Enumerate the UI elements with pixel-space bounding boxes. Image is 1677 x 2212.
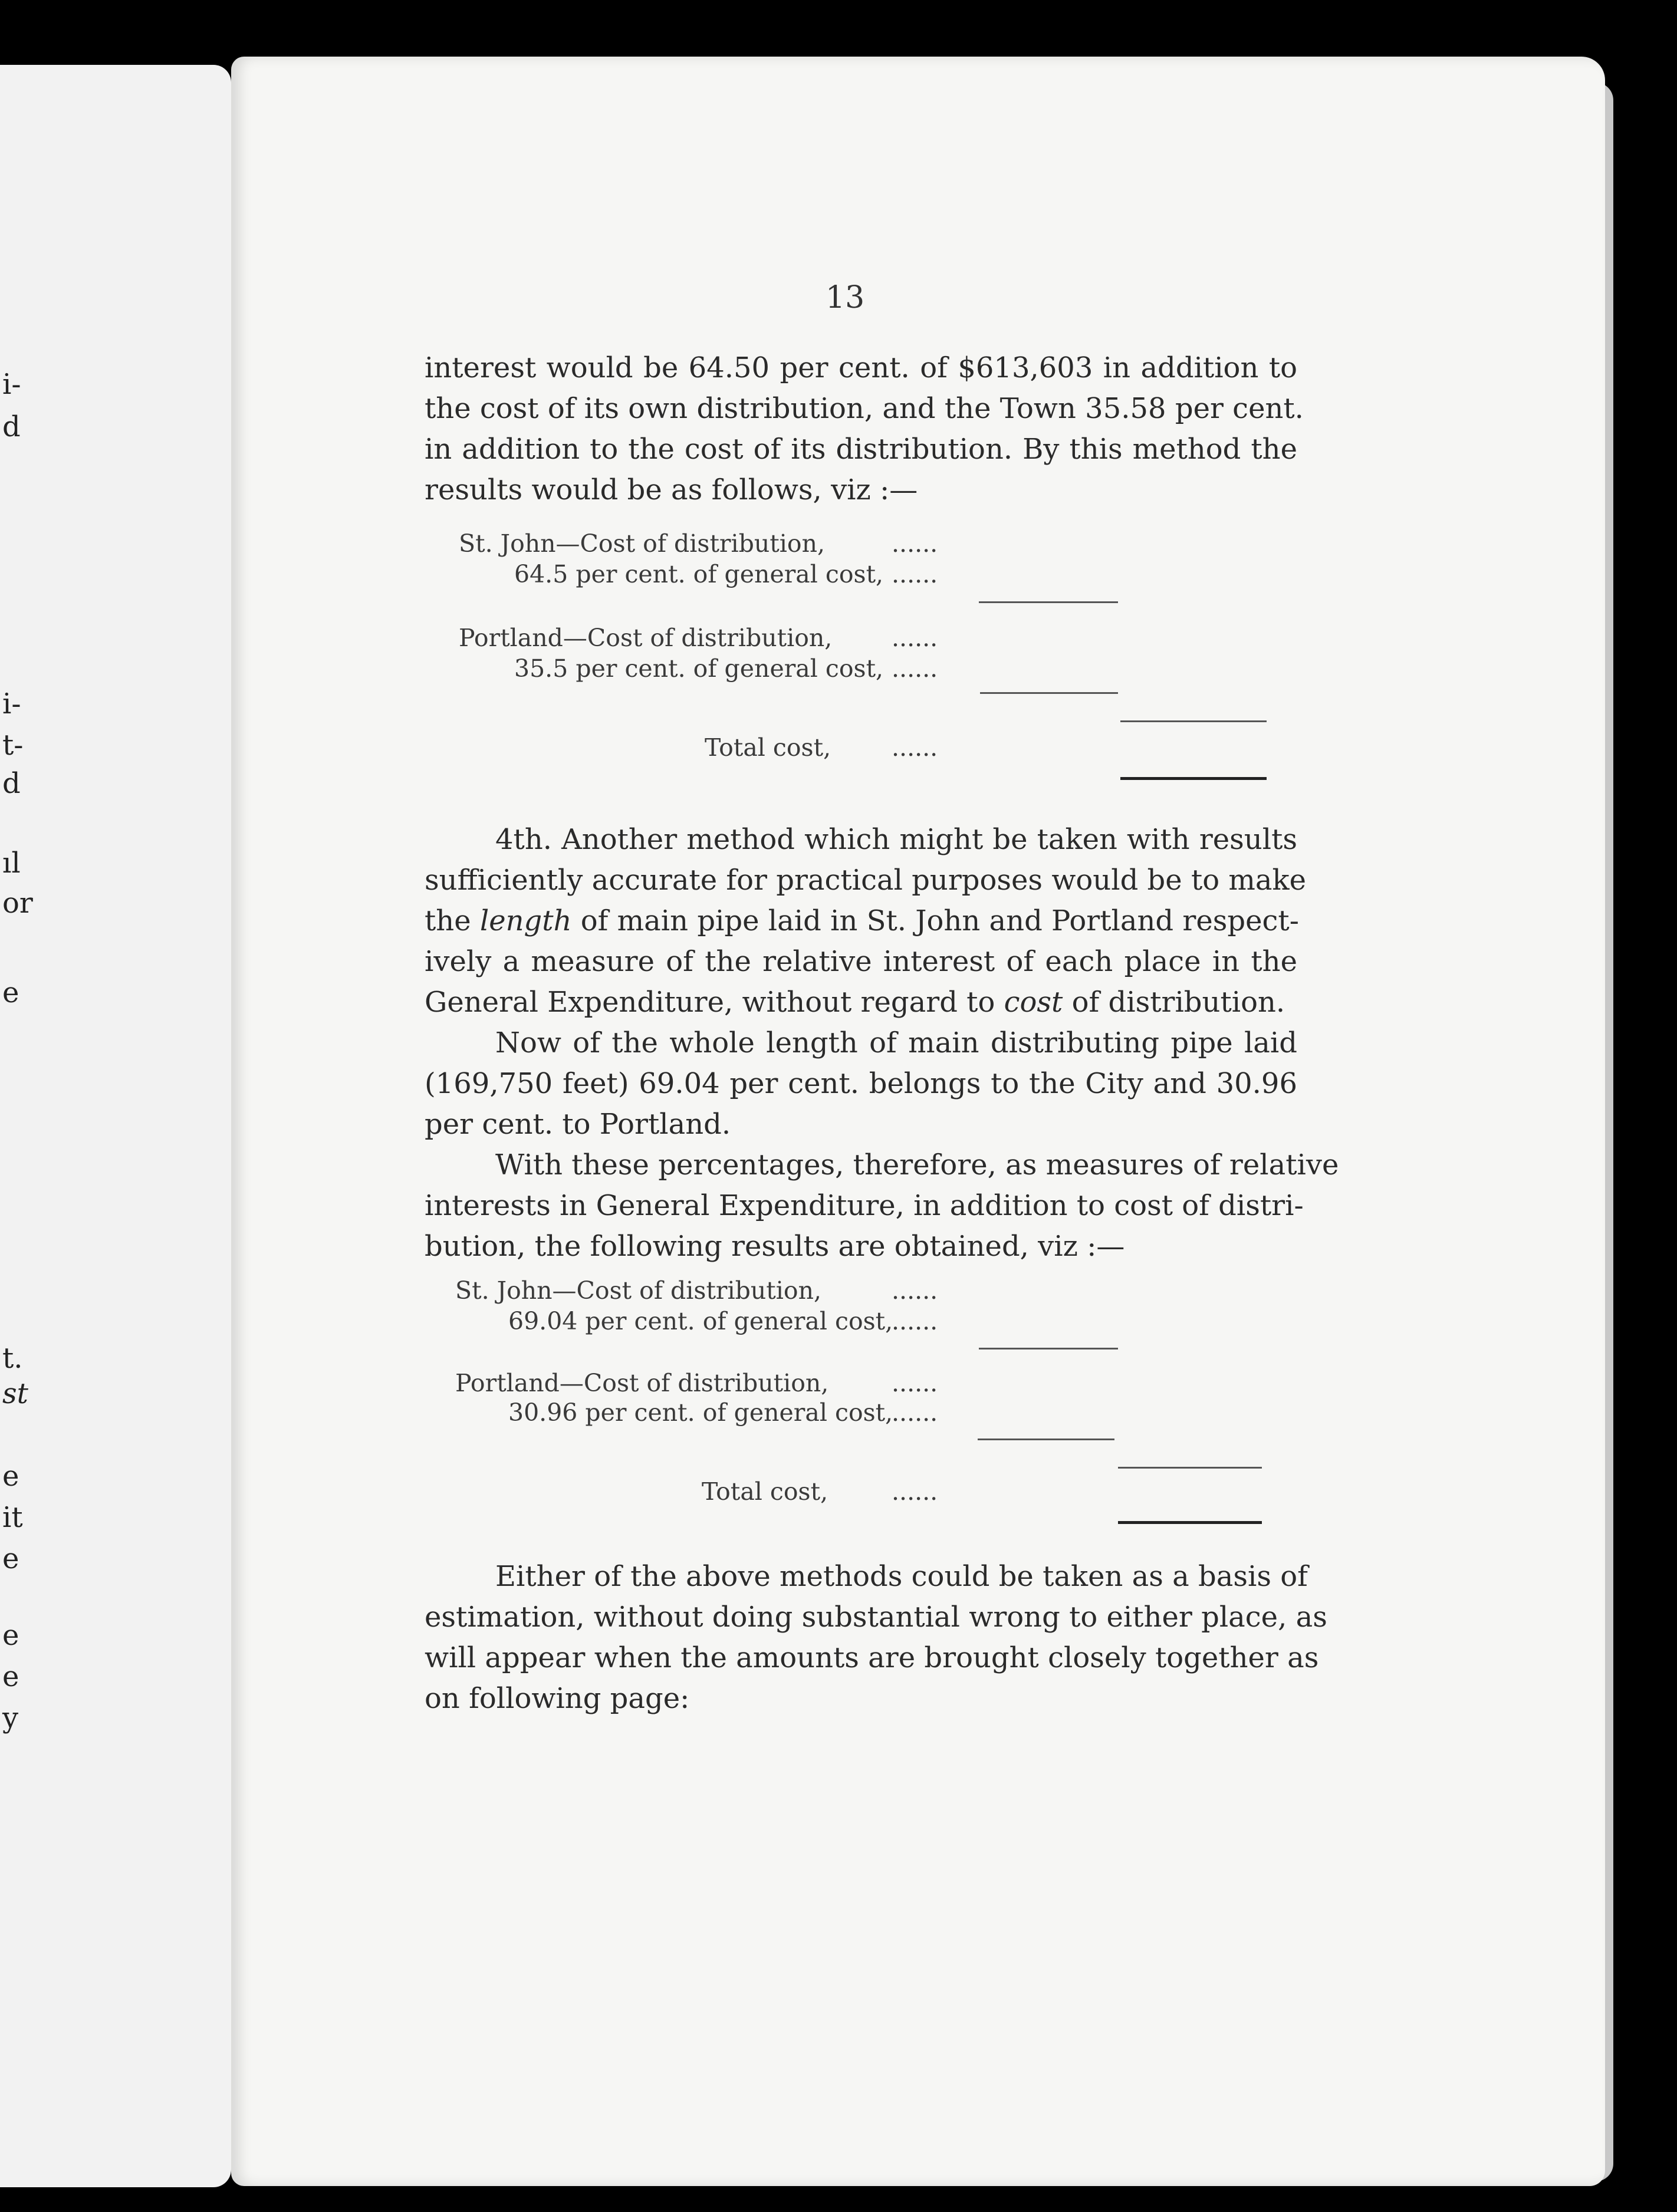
text-run: General Expenditure, without regard to (425, 986, 1004, 1019)
subtotal-rule (979, 1348, 1118, 1349)
paragraph-3 (425, 1023, 1297, 1145)
margin-fragment: e (2, 1660, 19, 1693)
subtotal-rule (980, 692, 1118, 694)
margin-fragment: or (2, 887, 33, 920)
paragraph-5 (425, 1556, 1327, 1719)
st-john-cost-label: St. John—Cost of distribution, (459, 529, 826, 558)
margin-fragment: d (2, 767, 21, 800)
emphasis-text: cost (1004, 986, 1063, 1019)
leader-dots: ...... (892, 1307, 938, 1335)
sum-rule (1118, 1467, 1262, 1469)
text-line: sufficiently accurate for practical purposes would be to make (425, 864, 1307, 897)
margin-fragment: i- (2, 368, 21, 401)
sum-rule (1120, 720, 1267, 722)
margin-fragment: ıl (2, 847, 21, 880)
text-line (425, 901, 1297, 942)
text-line: on following page: (425, 1682, 690, 1715)
total-double-rule (1120, 777, 1267, 780)
portland-share-label: 30.96 per cent. of general cost, (508, 1398, 893, 1427)
leader-dots: ...... (892, 560, 938, 588)
total-double-rule (1118, 1521, 1262, 1524)
margin-fragment: e (2, 976, 19, 1009)
text-line (425, 982, 1297, 1023)
text-run: the (425, 904, 480, 937)
leader-dots: ...... (892, 654, 938, 683)
margin-fragment: d (2, 410, 21, 443)
paragraph-1 (425, 348, 1304, 511)
text-run: of distribution. (1063, 986, 1285, 1019)
portland-share-label: 35.5 per cent. of general cost, (514, 654, 884, 683)
margin-fragment: e (2, 1542, 19, 1575)
margin-fragment: i- (2, 687, 21, 720)
page-number: 13 (826, 280, 865, 315)
subtotal-rule (978, 1439, 1114, 1440)
st-john-share-label: 64.5 per cent. of general cost, (514, 560, 884, 588)
paragraph-4 (425, 1145, 1339, 1267)
facing-page (0, 65, 231, 2187)
margin-fragment: y (2, 1701, 19, 1734)
total-cost-label: Total cost, (702, 1477, 828, 1506)
text-line: Either of the above methods could be taken as a basis of (495, 1560, 1308, 1593)
margin-fragment: it (2, 1501, 23, 1534)
leader-dots: ...... (892, 1276, 938, 1305)
text-line: per cent. to Portland. (425, 1108, 731, 1141)
text-line: the cost of its own distribution, and the Town 35.58 per cent. (425, 392, 1304, 425)
paragraph-2 (425, 819, 1307, 1023)
leader-dots: ...... (892, 1477, 938, 1506)
text-run: of main pipe laid in St. John and Portland respect- (571, 904, 1299, 937)
margin-fragment: e (2, 1460, 19, 1493)
st-john-cost-label: St. John—Cost of distribution, (455, 1276, 822, 1305)
emphasis-text: length (479, 904, 572, 937)
text-line: interest would be 64.50 per cent. of $613,603 in addition to (425, 351, 1297, 384)
text-line: 4th. Another method which might be taken with results (495, 823, 1297, 856)
margin-fragment: t- (2, 729, 24, 762)
text-line: in addition to the cost of its distribution. By this method the (425, 433, 1297, 466)
subtotal-rule (979, 601, 1118, 603)
text-line: estimation, without doing substantial wrong to either place, as (425, 1601, 1327, 1634)
st-john-share-label: 69.04 per cent. of general cost, (508, 1307, 893, 1335)
text-line: interests in General Expenditure, in addition to cost of distri- (425, 1189, 1304, 1222)
text-line: results would be as follows, viz :— (425, 473, 918, 506)
margin-fragment: e (2, 1619, 19, 1652)
text-line: With these percentages, therefore, as measures of relative (495, 1148, 1339, 1181)
portland-cost-label: Portland—Cost of distribution, (459, 624, 833, 652)
portland-cost-label: Portland—Cost of distribution, (455, 1369, 829, 1397)
leader-dots: ...... (892, 624, 938, 652)
margin-fragment: t. (2, 1342, 23, 1375)
text-line: ively a measure of the relative interest of each place in the (425, 945, 1297, 978)
leader-dots: ...... (892, 529, 938, 558)
leader-dots: ...... (892, 1369, 938, 1397)
total-cost-label: Total cost, (705, 733, 831, 762)
margin-fragment: st (2, 1377, 28, 1410)
text-line: (169,750 feet) 69.04 per cent. belongs to the City and 30.96 (425, 1067, 1297, 1100)
text-line: Now of the whole length of main distributing pipe laid (495, 1026, 1297, 1059)
leader-dots: ...... (892, 733, 938, 762)
text-line: bution, the following results are obtained, viz :— (425, 1230, 1125, 1263)
text-line: will appear when the amounts are brought closely together as (425, 1641, 1319, 1674)
leader-dots: ...... (892, 1398, 938, 1427)
